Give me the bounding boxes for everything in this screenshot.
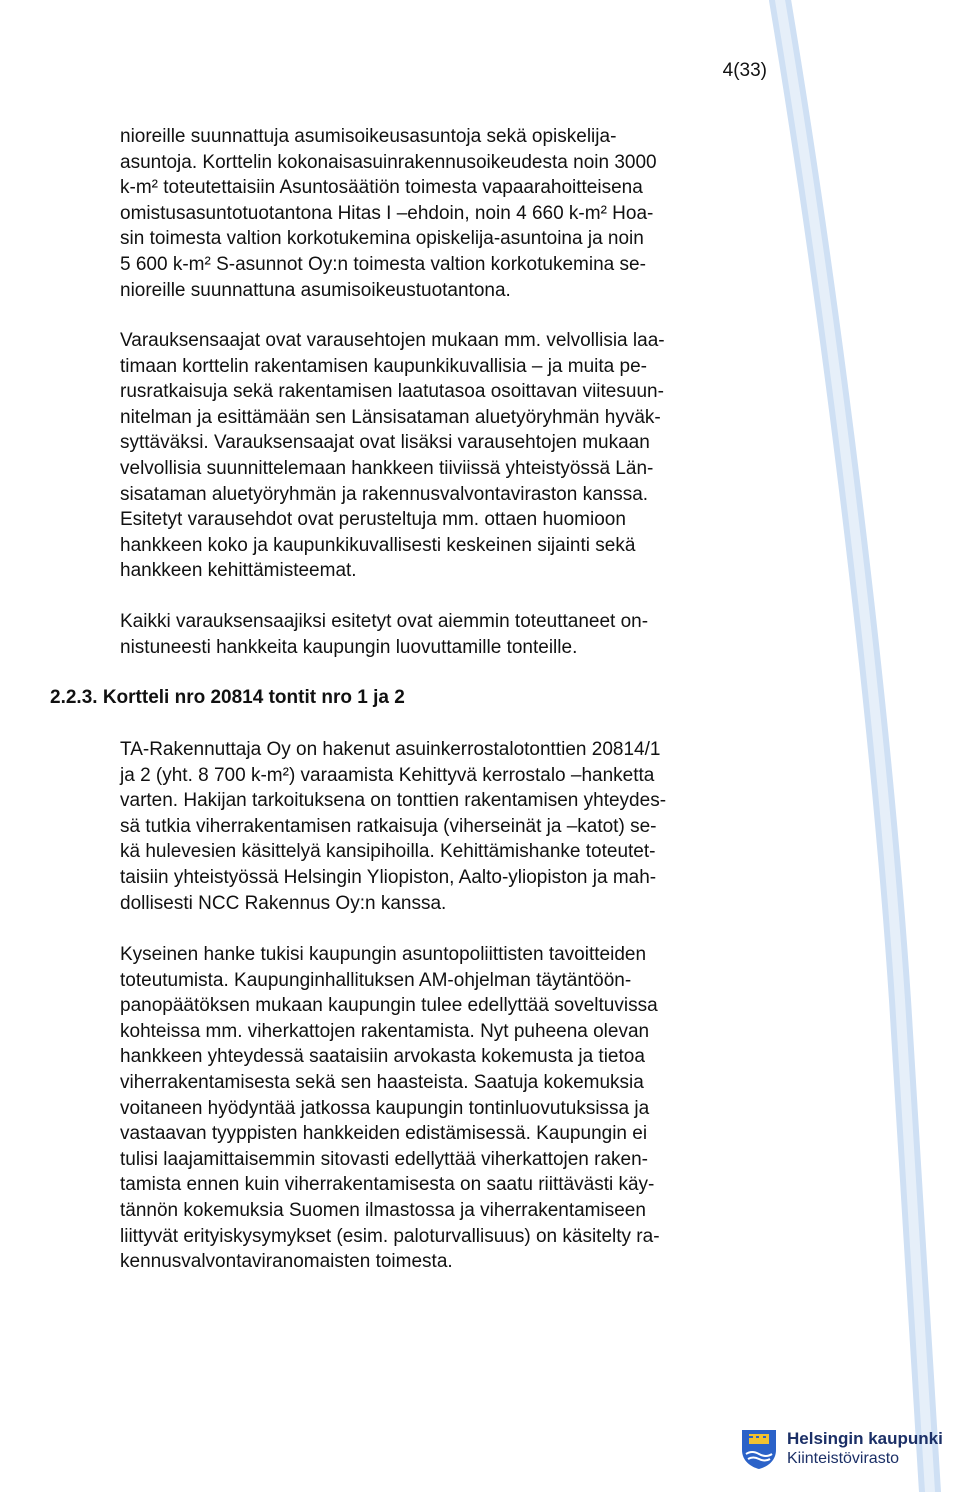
- paragraph-ta-rakennuttaja: [120, 737, 760, 916]
- text-line: Esitetyt varausehdot ovat perusteltuja mm. ottaen huomioon: [120, 509, 626, 531]
- text-line: timaan korttelin rakentamisen kaupunkikuvallisia – ja muita pe-: [120, 355, 647, 377]
- text-line: tamista ennen kuin viherrakentamisesta on saatu riittävästi käy-: [120, 1174, 655, 1196]
- text-line: vastaavan tyyppisten hankkeiden edistämisessä. Kaupungin ei: [120, 1123, 648, 1145]
- text-line: voitaneen hyödyntää jatkossa kaupungin tontinluovutuksissa ja: [120, 1097, 650, 1119]
- text-line: Kaikki varauksensaajiksi esitetyt ovat aiemmin toteuttaneet on-: [120, 611, 649, 632]
- text-line: sin toimesta valtion korkotukemina opiskelija-asuntoina ja noin: [120, 228, 644, 250]
- text-line: liittyvät erityiskysymykset (esim. paloturvallisuus) on käsitelty ra-: [120, 1225, 660, 1247]
- org-name: Helsingin kaupunki: [787, 1429, 943, 1448]
- paragraph-housing-policy: [120, 942, 760, 1275]
- page-number: 4(33): [722, 60, 767, 81]
- text-line: viherrakentamisesta sekä sen haasteista. Saatuja kokemuksia: [120, 1071, 644, 1093]
- text-line: nioreille suunnattuna asumisoikeustuotantona.: [120, 279, 511, 301]
- city-crest-icon: [740, 1428, 778, 1470]
- text-line: tännön kokemuksia Suomen ilmastossa ja viherrakentamiseen: [120, 1199, 646, 1221]
- text-line: 5 600 k-m² S-asunnot Oy:n toimesta valtion korkotukemina se-: [120, 253, 646, 275]
- text-line: kennusvalvontaviranomaisten toimesta.: [120, 1251, 453, 1273]
- text-line: sisataman aluetyöryhmän ja rakennusvalvontaviraston kanssa.: [120, 483, 649, 505]
- text-line: hankkeen yhteydessä saataisiin arvokasta kokemusta ja tietoa: [120, 1046, 645, 1068]
- text-line: kohteissa mm. viherkattojen rakentamista. Nyt puheena olevan: [120, 1020, 650, 1042]
- text-line: syttäväksi. Varauksensaajat ovat lisäksi varausehtojen mukaan: [120, 432, 650, 454]
- helsinki-logo: [740, 1428, 943, 1470]
- text-line: hankkeen kehittämisteemat.: [120, 560, 357, 582]
- text-line: taisiin yhteistyössä Helsingin Yliopiston, Aalto-yliopiston ja mah-: [120, 866, 657, 888]
- paragraph-obligations: [120, 328, 760, 584]
- text-line: rusratkaisuja sekä rakentamisen laatutasoa osoittavan viitesuun-: [120, 381, 664, 403]
- text-line: hankkeen koko ja kaupunkikuvallisesti keskeinen sijainti sekä: [120, 534, 636, 556]
- paragraph-previous-projects: [120, 609, 760, 660]
- dept-name: Kiinteistövirasto: [787, 1450, 900, 1467]
- text-line: k-m² toteutettaisiin Asuntosäätiön toimesta vapaarahoitteisena: [120, 177, 643, 199]
- text-line: TA-Rakennuttaja Oy on hakenut asuinkerrostalotonttien 20814/1: [120, 739, 661, 760]
- paragraph-housing: [120, 124, 760, 303]
- text-line: tulisi laajamittaisemmin sitovasti edellyttää viherkattojen raken-: [120, 1148, 649, 1170]
- text-line: nitelman ja esittämään sen Länsisataman aluetyöryhmän hyväk-: [120, 406, 661, 428]
- text-line: dollisesti NCC Rakennus Oy:n kanssa.: [120, 892, 447, 914]
- text-line: panopäätöksen mukaan kaupungin tulee edellyttää soveltuvissa: [120, 995, 658, 1017]
- text-line: nioreille suunnattuja asumisoikeusasuntoja sekä opiskelija-: [120, 126, 617, 147]
- text-line: Varauksensaajat ovat varausehtojen mukaan mm. velvollisia laa-: [120, 330, 665, 351]
- text-line: varten. Hakijan tarkoituksena on tonttien rakentamisen yhteydes-: [120, 790, 667, 812]
- text-line: sä tutkia viherrakentamisen ratkaisuja (viherseinät ja –katot) se-: [120, 815, 657, 837]
- text-line: toteutumista. Kaupunginhallituksen AM-ohjelman täytäntöön-: [120, 969, 632, 991]
- text-line: Kyseinen hanke tukisi kaupungin asuntopoliittisten tavoitteiden: [120, 944, 647, 965]
- text-line: velvollisia suunnittelemaan hankkeen tiiviissä yhteistyössä Län-: [120, 457, 654, 479]
- text-line: omistusasuntotuotantona Hitas I –ehdoin, noin 4 660 k-m² Hoa-: [120, 202, 654, 224]
- text-line: ja 2 (yht. 8 700 k-m²) varaamista Kehittyvä kerrostalo –hanketta: [120, 764, 655, 786]
- text-line: asuntoja. Korttelin kokonaisasuinrakennusoikeudesta noin 3000: [120, 151, 657, 173]
- text-line: kä hulevesien käsittelyä kansipihoilla. Kehittämishanke toteutet-: [120, 841, 656, 863]
- section-heading: 2.2.3. Kortteli nro 20814 tontit nro 1 ja 2: [50, 687, 405, 708]
- text-line: nistuneesti hankkeita kaupungin luovuttamille tonteille.: [120, 636, 578, 658]
